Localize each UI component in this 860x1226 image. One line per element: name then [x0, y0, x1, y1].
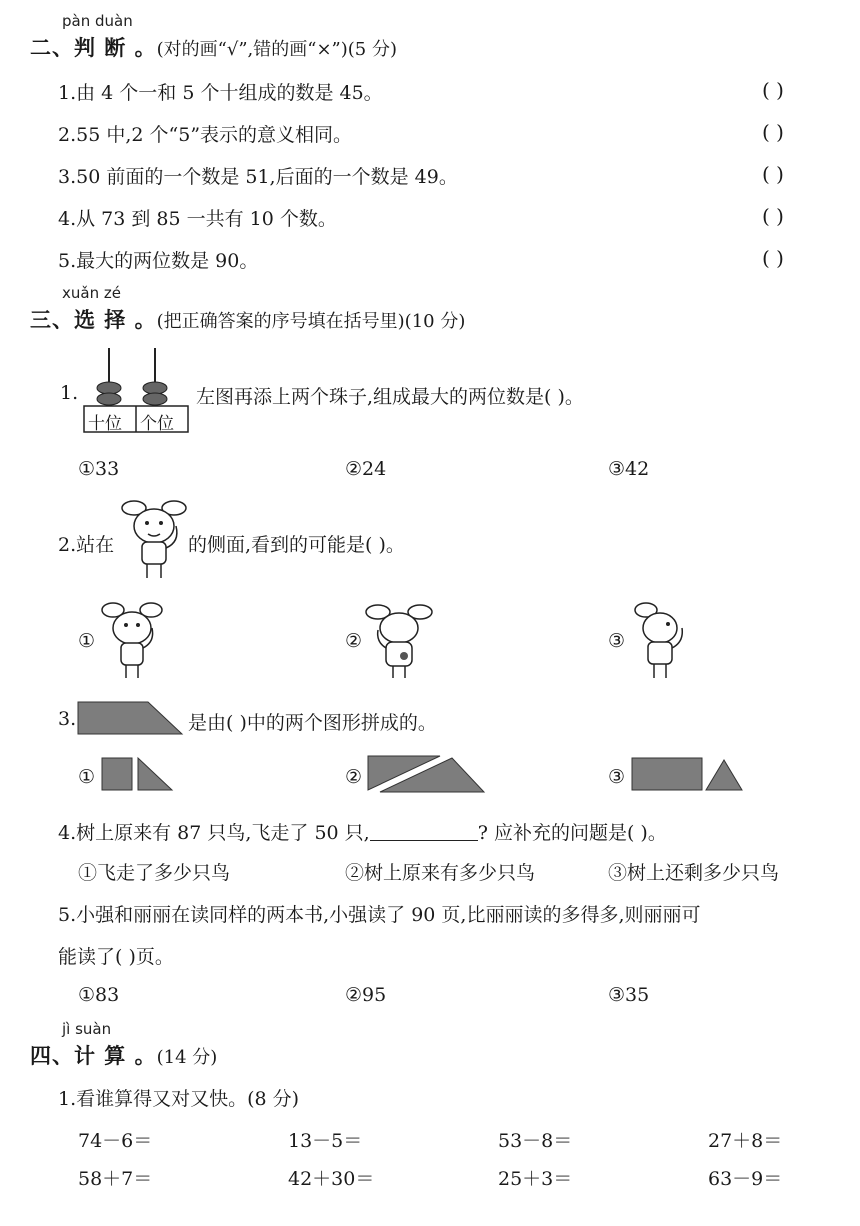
q3-option-1[interactable]: ① — [78, 766, 96, 788]
q1-option-1[interactable]: ①33 — [78, 458, 120, 480]
q1-option-2[interactable]: ②24 — [345, 458, 387, 480]
judge-item-4: 4.从 73 到 85 一共有 10 个数。 — [58, 208, 337, 230]
q2-option-1[interactable]: ① — [78, 630, 96, 652]
judge-answer-2[interactable]: ( ) — [762, 120, 784, 144]
calc-1-4: 27＋8＝ — [708, 1130, 783, 1152]
judge-item-3: 3.50 前面的一个数是 51,后面的一个数是 49。 — [58, 166, 458, 188]
section2-note: (对的画“√”,错的画“×”)(5 分) — [156, 39, 397, 60]
mouse-front-icon — [120, 496, 188, 582]
q2-option-2[interactable]: ② — [345, 630, 363, 652]
q4-text-after: ? 应补充的问题是( )。 — [477, 822, 667, 844]
judge-answer-3[interactable]: ( ) — [762, 162, 784, 186]
q4-text-before: 4.树上原来有 87 只鸟,飞走了 50 只, — [58, 822, 370, 844]
section4-pinyin: jì suàn — [62, 1020, 112, 1038]
mouse-back-option-icon — [364, 598, 434, 682]
q5-line-2: 能读了( )页。 — [58, 946, 174, 968]
section2-heading — [30, 32, 397, 62]
two-triangles-option-icon — [366, 754, 488, 794]
q5-option-3[interactable]: ③35 — [608, 984, 650, 1006]
section3-pinyin: xuǎn zé — [62, 284, 121, 302]
judge-answer-1[interactable]: ( ) — [762, 78, 784, 102]
q5-option-1[interactable]: ①83 — [78, 984, 120, 1006]
abacus-tens-label: 十位 — [88, 414, 122, 434]
calc-sub-title: 1.看谁算得又对又快。(8 分) — [58, 1088, 300, 1110]
section2-pinyin: pàn duàn — [62, 12, 133, 30]
q3-text: 是由( )中的两个图形拼成的。 — [188, 712, 437, 734]
mouse-side-option-icon — [628, 598, 694, 682]
q3-option-3[interactable]: ③ — [608, 766, 626, 788]
calc-1-1: 74－6＝ — [78, 1130, 153, 1152]
q2-text-after: 的侧面,看到的可能是( )。 — [188, 534, 405, 556]
calc-1-2: 13－5＝ — [288, 1130, 363, 1152]
q2-text-before: 2.站在 — [58, 534, 115, 556]
section4-note: (14 分) — [156, 1047, 218, 1068]
judge-answer-4[interactable]: ( ) — [762, 204, 784, 228]
judge-item-1: 1.由 4 个一和 5 个十组成的数是 45。 — [58, 82, 383, 104]
section4-title: 四、计 算 。 — [30, 1043, 157, 1068]
q5-option-2[interactable]: ②95 — [345, 984, 387, 1006]
q4-blank[interactable] — [370, 820, 478, 841]
q4-text — [58, 818, 667, 845]
calc-2-2: 42＋30＝ — [288, 1168, 375, 1190]
calc-2-1: 58＋7＝ — [78, 1168, 153, 1190]
q2-option-3[interactable]: ③ — [608, 630, 626, 652]
section2-title: 二、判 断 。 — [30, 35, 157, 60]
mouse-front-option-icon — [100, 598, 164, 682]
q1-option-3[interactable]: ③42 — [608, 458, 650, 480]
q3-number: 3. — [58, 708, 77, 730]
q4-option-2[interactable]: ②树上原来有多少只鸟 — [345, 862, 536, 884]
rectangle-triangle-option-icon — [630, 756, 746, 792]
section4-heading — [30, 1040, 217, 1070]
q1-number: 1. — [60, 382, 79, 404]
q5-line-1: 5.小强和丽丽在读同样的两本书,小强读了 90 页,比丽丽读的多得多,则丽丽可 — [58, 904, 701, 926]
q4-option-3[interactable]: ③树上还剩多少只鸟 — [608, 862, 780, 884]
judge-item-2: 2.55 中,2 个“5”表示的意义相同。 — [58, 124, 353, 146]
q4-option-1[interactable]: ①飞走了多少只鸟 — [78, 862, 231, 884]
square-triangle-option-icon — [100, 756, 180, 792]
calc-2-4: 63－9＝ — [708, 1168, 783, 1190]
calc-1-3: 53－8＝ — [498, 1130, 573, 1152]
section3-title: 三、选 择 。 — [30, 307, 157, 332]
calc-2-3: 25＋3＝ — [498, 1168, 573, 1190]
section3-heading — [30, 304, 465, 334]
q1-text: 左图再添上两个珠子,组成最大的两位数是( )。 — [196, 386, 584, 408]
trapezoid-shape-icon — [76, 700, 186, 736]
section3-note: (把正确答案的序号填在括号里)(10 分) — [156, 311, 466, 332]
judge-answer-5[interactable]: ( ) — [762, 246, 784, 270]
abacus-ones-label: 个位 — [140, 414, 174, 434]
judge-item-5: 5.最大的两位数是 90。 — [58, 250, 259, 272]
q3-option-2[interactable]: ② — [345, 766, 363, 788]
